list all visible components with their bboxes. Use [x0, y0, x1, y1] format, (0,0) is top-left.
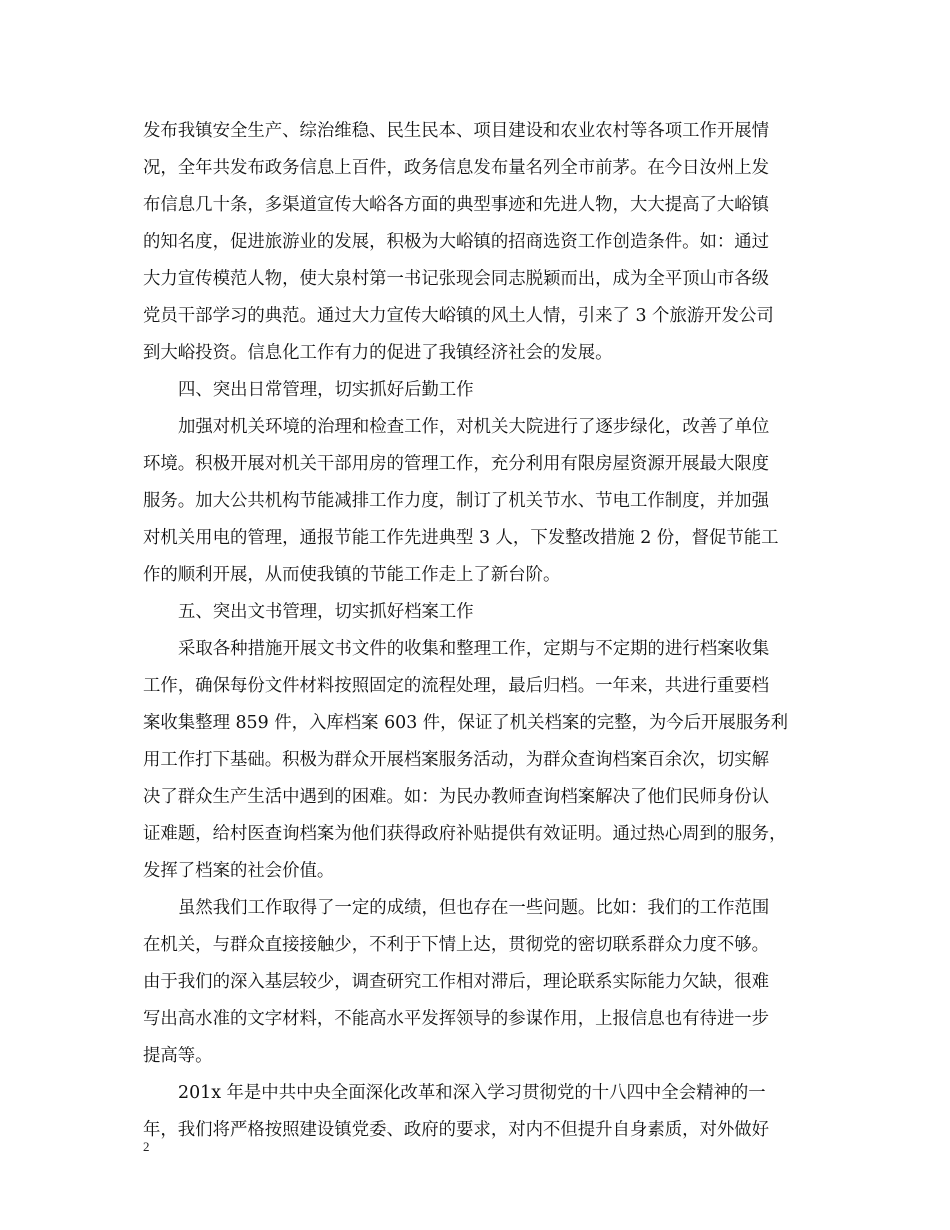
text-line: 布信息几十条，多渠道宣传大峪各方面的典型事迹和先进人物，大大提高了大峪镇: [143, 195, 770, 215]
text-line: 加强对机关环境的治理和检查工作，对机关大院进行了逐步绿化，改善了单位: [178, 417, 770, 437]
text-line: 年，我们将严格按照建设镇党委、政府的要求，对内不但提升自身素质，对外做好: [143, 1120, 770, 1140]
text-line: 对机关用电的管理，通报节能工作先进典型 3 人，下发整改措施 2 份，督促节能工: [143, 528, 779, 548]
text-line: 201x 年是中共中央全面深化改革和深入学习贯彻党的十八四中全会精神的一: [178, 1083, 766, 1103]
text-line: 在机关，与群众直接接触少，不利于下情上达，贯彻党的密切联系群众力度不够。: [143, 935, 770, 955]
section-heading: 四、突出日常管理，切实抓好后勤工作: [178, 380, 474, 400]
text-line: 服务。加大公共机构节能减排工作力度，制订了机关节水、节电工作制度，并加强: [143, 491, 770, 511]
text-line: 党员干部学习的典范。通过大力宣传大峪镇的风土人情，引来了 3 个旅游开发公司: [143, 306, 774, 326]
text-line: 况，全年共发布政务信息上百件，政务信息发布量名列全市前茅。在今日汝州上发: [143, 158, 770, 178]
text-line: 案收集整理 859 件，入库档案 603 件，保证了机关档案的完整，为今后开展服务利: [143, 713, 789, 733]
page-body: [143, 113, 823, 1149]
section-heading: 五、突出文书管理，切实抓好档案工作: [178, 602, 474, 622]
text-line: 作的顺利开展，从而使我镇的节能工作走上了新台阶。: [143, 565, 561, 585]
text-line: 用工作打下基础。积极为群众开展档案服务活动，为群众查询档案百余次，切实解: [143, 750, 770, 770]
text-line: 的知名度，促进旅游业的发展，积极为大峪镇的招商选资工作创造条件。如：通过: [143, 232, 770, 252]
text-line: 工作，确保每份文件材料按照固定的流程处理，最后归档。一年来，共进行重要档: [143, 676, 770, 696]
text-line: 发挥了档案的社会价值。: [143, 861, 335, 881]
text-line: 环境。积极开展对机关干部用房的管理工作，充分利用有限房屋资源开展最大限度: [143, 454, 770, 474]
text-line: 采取各种措施开展文书文件的收集和整理工作，定期与不定期的进行档案收集: [178, 639, 770, 659]
page-number: 2: [143, 1139, 150, 1154]
text-line: 虽然我们工作取得了一定的成绩，但也存在一些问题。比如：我们的工作范围: [178, 898, 770, 918]
text-line: 发布我镇安全生产、综治维稳、民生民本、项目建设和农业农村等各项工作开展情: [143, 121, 770, 141]
text-line: 由于我们的深入基层较少，调查研究工作相对滞后，理论联系实际能力欠缺，很难: [143, 972, 770, 992]
text-line: 大力宣传模范人物，使大泉村第一书记张现会同志脱颖而出，成为全平顶山市各级: [143, 269, 770, 289]
text-line: 写出高水准的文字材料，不能高水平发挥领导的参谋作用，上报信息也有待进一步: [143, 1009, 770, 1029]
text-line: 证难题，给村医查询档案为他们获得政府补贴提供有效证明。通过热心周到的服务，: [143, 824, 787, 844]
text-line: 提高等。: [143, 1046, 213, 1066]
text-line: 到大峪投资。信息化工作有力的促进了我镇经济社会的发展。: [143, 343, 613, 363]
text-line: 决了群众生产生活中遇到的困难。如：为民办教师查询档案解决了他们民师身份认: [143, 787, 770, 807]
